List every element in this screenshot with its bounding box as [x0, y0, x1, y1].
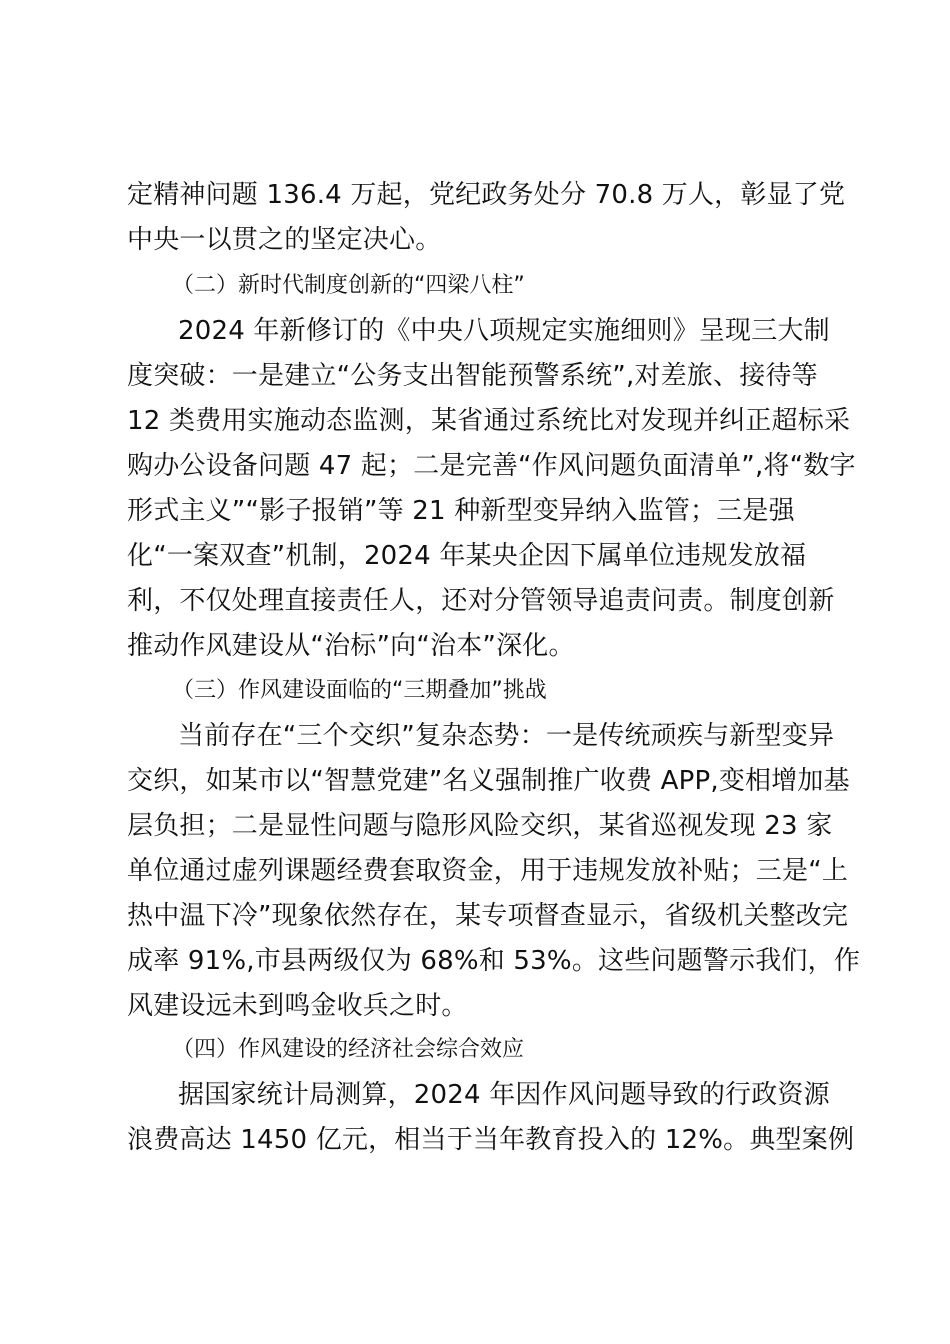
text-line: 交织，如某市以“智慧党建”名义强制推广收费 APP,变相增加基 — [127, 766, 850, 796]
text-line: 热中温下冷”现象依然存在，某专项督查显示，省级机关整改完 — [127, 901, 849, 931]
text-line: 成率 91%,市县两级仅为 68%和 53%。这些问题警示我们，作 — [127, 946, 861, 976]
text-line: 定精神问题 136.4 万起，党纪政务处分 70.8 万人，彰显了党 — [127, 180, 846, 210]
section-heading-2: （二）新时代制度创新的“四梁八柱” — [172, 273, 525, 298]
section-heading-3: （三）作风建设面临的“三期叠加”挑战 — [172, 678, 547, 703]
section-heading-4: （四）作风建设的经济社会综合效应 — [172, 1037, 525, 1062]
text-line: 购办公设备问题 47 起；二是完善“作风问题负面清单”,将“数字 — [127, 451, 856, 481]
text-line: 风建设远未到鸣金收兵之时。 — [127, 991, 468, 1021]
text-line: 度突破：一是建立“公务支出智能预警系统”,对差旅、接待等 — [127, 361, 818, 391]
text-line: 浪费高达 1450 亿元，相当于当年教育投入的 12%。典型案例 — [127, 1125, 855, 1155]
text-line: 化“一案双查”机制，2024 年某央企因下属单位违规发放福 — [127, 541, 807, 571]
paragraph-first-line: 据国家统计局测算，2024 年因作风问题导致的行政资源 — [178, 1080, 830, 1110]
text-line: 中央一以贯之的坚定决心。 — [127, 225, 442, 255]
text-line: 推动作风建设从“治标”向“治本”深化。 — [127, 631, 575, 661]
text-line: 形式主义”“影子报销”等 21 种新型变异纳入监管；三是强 — [127, 496, 795, 526]
paragraph-first-line: 2024 年新修订的《中央八项规定实施细则》呈现三大制 — [178, 316, 830, 346]
text-line: 12 类费用实施动态监测，某省通过系统比对发现并纠正超标采 — [127, 406, 851, 436]
paragraph-first-line: 当前存在“三个交织”复杂态势：一是传统顽疾与新型变异 — [178, 721, 835, 751]
text-line: 利，不仅处理直接责任人，还对分管领导追责问责。制度创新 — [127, 586, 835, 616]
text-line: 单位通过虚列课题经费套取资金，用于违规发放补贴；三是“上 — [127, 856, 849, 886]
text-line: 层负担；二是显性问题与隐形风险交织，某省巡视发现 23 家 — [127, 811, 833, 841]
